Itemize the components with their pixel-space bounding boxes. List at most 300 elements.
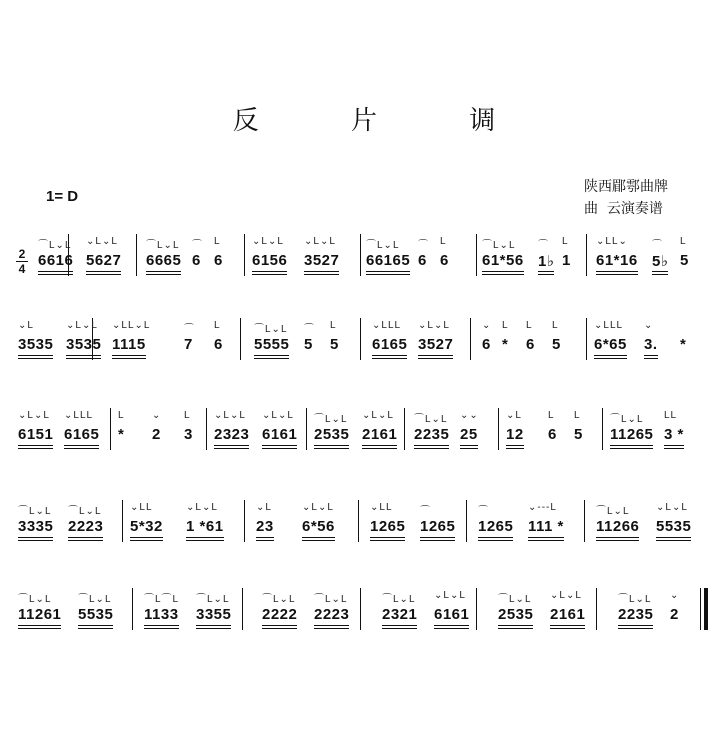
note-group (594, 336, 627, 353)
underline-sixteenth (66, 358, 101, 359)
barline (306, 408, 307, 450)
underline-sixteenth (460, 448, 478, 449)
note-text: 6 (440, 252, 449, 269)
note-group (130, 518, 163, 535)
note-group (314, 426, 349, 443)
ornament-mark: L (440, 236, 447, 247)
note-group (366, 252, 410, 269)
note-group (112, 336, 146, 353)
note-text: 3355 (196, 606, 232, 623)
ornament-mark: ⌄L⌄L (550, 590, 582, 601)
note-text: 1♭ (538, 253, 555, 270)
note-group (562, 252, 571, 269)
note-text: 3. (644, 336, 658, 353)
underline-sixteenth (618, 628, 653, 629)
note-group (550, 606, 585, 623)
underline-sixteenth (478, 540, 513, 541)
ornament-mark: L (548, 410, 555, 421)
underline-sixteenth (528, 540, 564, 541)
note-group (502, 336, 508, 353)
underline-eighth (38, 271, 73, 272)
note-group (18, 426, 53, 443)
underline-eighth (314, 445, 349, 446)
note-group (552, 336, 561, 353)
note-text: 2321 (382, 606, 418, 623)
underline-eighth (146, 271, 181, 272)
barline (404, 408, 405, 450)
note-text: 5 (574, 426, 583, 443)
note-group (86, 252, 121, 269)
underline-sixteenth (144, 628, 179, 629)
note-group (440, 252, 449, 269)
underline-eighth (478, 537, 513, 538)
underline-sixteenth (112, 358, 146, 359)
note-text: 6161 (434, 606, 470, 623)
note-text: 6665 (146, 252, 182, 269)
underline-sixteenth (196, 628, 231, 629)
note-group (18, 606, 61, 623)
underline-eighth (64, 445, 99, 446)
ornament-mark: ⌒L⌄L (610, 414, 644, 425)
underline-eighth (434, 625, 469, 626)
ornament-mark: L (214, 236, 221, 247)
ornament-mark: ⌄L⌄L (418, 320, 450, 331)
ornament-mark: ⌒L⌄L (196, 594, 230, 605)
underline-sixteenth (498, 628, 533, 629)
note-text: 2223 (314, 606, 350, 623)
underline-eighth (144, 625, 179, 626)
underline-sixteenth (644, 358, 658, 359)
underline-eighth (214, 445, 249, 446)
barline (358, 500, 359, 542)
underline-eighth (550, 625, 585, 626)
underline-eighth (644, 355, 658, 356)
ornament-mark: ⌒ (418, 240, 429, 251)
ornament-mark: ⌒L⌄L (68, 506, 102, 517)
barline (122, 500, 123, 542)
underline-eighth (414, 445, 449, 446)
credit-performer: 曲 云演奏谱 (584, 201, 663, 217)
underline-eighth (262, 625, 297, 626)
barline (596, 588, 597, 630)
ornament-mark: ⌒L⌄L (596, 506, 630, 517)
note-text: 61*56 (482, 252, 524, 269)
ornament-mark: ⌄LL (370, 502, 393, 513)
note-group (610, 426, 653, 443)
underline-eighth (664, 445, 684, 446)
underline-sixteenth (314, 448, 349, 449)
score-line (0, 222, 728, 292)
note-group (146, 252, 181, 269)
ornament-mark: ⌒L⌄L (366, 240, 400, 251)
underline-eighth (252, 271, 287, 272)
underline-sixteenth (538, 274, 554, 275)
ornament-mark: ⌒ (420, 506, 431, 517)
barline (242, 588, 243, 630)
note-group (460, 426, 478, 443)
note-group (434, 606, 469, 623)
note-group (644, 336, 658, 353)
time-signature-bottom: 4 (18, 262, 26, 276)
ornament-mark: ⌄L⌄L (18, 410, 50, 421)
underline-eighth (498, 625, 533, 626)
underline-eighth (66, 355, 101, 356)
note-text: 66165 (366, 252, 411, 269)
barline (360, 318, 361, 360)
ornament-mark: ⌒ (192, 240, 203, 251)
ornament-mark: ⌒L⌄L (18, 506, 52, 517)
barline (476, 588, 477, 630)
note-text: 2235 (618, 606, 654, 623)
note-group (252, 252, 287, 269)
note-text: 3 * (664, 426, 684, 443)
underline-sixteenth (38, 274, 73, 275)
note-text: 6 (482, 336, 491, 353)
note-text: 12 (506, 426, 524, 443)
note-group (214, 426, 249, 443)
ornament-mark: ⌄L⌄L (656, 502, 688, 513)
note-text: 6156 (252, 252, 288, 269)
underline-sixteenth (366, 274, 410, 275)
ornament-mark: ⌄L⌄L (262, 410, 294, 421)
note-group (506, 426, 524, 443)
note-text: 5535 (78, 606, 114, 623)
note-text: 5535 (656, 518, 692, 535)
underline-eighth (610, 445, 653, 446)
underline-eighth (68, 537, 103, 538)
barline (602, 408, 603, 450)
underline-eighth (420, 537, 455, 538)
ornament-mark: L (680, 236, 687, 247)
note-group (254, 336, 289, 353)
ornament-mark: ⌄LLL (372, 320, 402, 331)
underline-eighth (418, 355, 453, 356)
ornament-mark: ⌒L⌄L (414, 414, 448, 425)
underline-eighth (656, 537, 691, 538)
note-text: 2222 (262, 606, 298, 623)
ornament-mark: L (330, 320, 337, 331)
ornament-mark: ⌒L⌄L (254, 324, 288, 335)
underline-sixteenth (252, 274, 287, 275)
underline-eighth (302, 537, 335, 538)
underline-sixteenth (610, 448, 653, 449)
ornament-mark: ⌄LL⌄L (112, 320, 151, 331)
note-group (184, 336, 193, 353)
score-line (0, 396, 728, 466)
note-group (78, 606, 113, 623)
underline-eighth (460, 445, 478, 446)
barline (466, 500, 467, 542)
ornament-mark: ⌒L⌄L (146, 240, 180, 251)
underline-sixteenth (664, 448, 684, 449)
note-text: 25 (460, 426, 478, 443)
note-text: 6 (192, 252, 201, 269)
ornament-mark: ⌄L⌄L (66, 320, 98, 331)
ornament-mark: ⌒L⌄L (618, 594, 652, 605)
note-group (304, 252, 339, 269)
ornament-mark: ⌄L (506, 410, 522, 421)
underline-sixteenth (256, 540, 274, 541)
underline-eighth (372, 355, 407, 356)
ornament-mark: ⌄ (644, 320, 654, 331)
underline-eighth (596, 537, 639, 538)
underline-sixteenth (18, 628, 61, 629)
underline-eighth (594, 355, 627, 356)
ornament-mark: ⌄LLL (594, 320, 624, 331)
ornament-mark: ⌄ (482, 320, 492, 331)
underline-sixteenth (550, 628, 585, 629)
note-text: 3535 (66, 336, 102, 353)
note-text: 5627 (86, 252, 122, 269)
ornament-mark: ⌒L⌄L (498, 594, 532, 605)
note-group (196, 606, 231, 623)
underline-eighth (370, 537, 405, 538)
final-barline-thick (704, 588, 708, 630)
ornament-mark: ⌄L⌄L (86, 236, 118, 247)
ornament-mark: ⌄LLL (64, 410, 94, 421)
note-group (18, 336, 53, 353)
barline (244, 500, 245, 542)
underline-sixteenth (78, 628, 113, 629)
key-signature: 1= D (46, 188, 79, 205)
score-line (0, 576, 728, 646)
note-text: 5555 (254, 336, 290, 353)
ornament-mark: L (552, 320, 559, 331)
credit-source: 陕西郿鄠曲牌 (584, 179, 668, 195)
underline-sixteenth (414, 448, 449, 449)
underline-eighth (18, 625, 61, 626)
note-group (18, 518, 53, 535)
note-group (186, 518, 224, 535)
underline-eighth (18, 355, 53, 356)
underline-eighth (256, 537, 274, 538)
ornament-mark: ⌒ (184, 324, 195, 335)
ornament-mark: ⌄L (18, 320, 34, 331)
note-text: * (502, 336, 509, 353)
score-line (0, 306, 728, 376)
underline-sixteenth (86, 274, 121, 275)
note-text: 3527 (304, 252, 340, 269)
ornament-mark: ⌄L⌄L (362, 410, 394, 421)
note-group (372, 336, 407, 353)
underline-sixteenth (186, 540, 224, 541)
underline-eighth (314, 625, 349, 626)
ornament-mark: ⌄ (152, 410, 162, 421)
note-text: 6 (548, 426, 557, 443)
ornament-mark: ⌒L⌄L (314, 594, 348, 605)
underline-sixteenth (506, 448, 524, 449)
barline (476, 234, 477, 276)
underline-eighth (78, 625, 113, 626)
underline-eighth (130, 537, 163, 538)
note-text: 6165 (64, 426, 100, 443)
note-group (548, 426, 557, 443)
ornament-mark: ⌄L⌄L (186, 502, 218, 513)
time-signature-top: 2 (18, 247, 26, 261)
note-text: 6616 (38, 252, 74, 269)
underline-sixteenth (382, 628, 417, 629)
note-group (262, 606, 297, 623)
note-text: 1 *61 (186, 518, 224, 535)
note-group (498, 606, 533, 623)
note-text: 6165 (372, 336, 408, 353)
note-group (184, 426, 193, 443)
note-group (528, 518, 564, 535)
ornament-mark: L (118, 410, 125, 421)
ornament-mark: ⌒ (538, 240, 549, 251)
underline-eighth (112, 355, 146, 356)
underline-eighth (652, 271, 668, 272)
note-group (118, 426, 124, 443)
ornament-mark: ⌒L⌄L (262, 594, 296, 605)
underline-sixteenth (130, 540, 163, 541)
note-group (482, 336, 491, 353)
note-text: * (680, 336, 687, 353)
ornament-mark: ⌄L⌄L (434, 590, 466, 601)
note-text: 61*16 (596, 252, 638, 269)
note-text: 3335 (18, 518, 54, 535)
barline (240, 318, 241, 360)
ornament-mark: ⌒ (304, 324, 315, 335)
note-text: 11266 (596, 518, 640, 535)
underline-eighth (254, 355, 289, 356)
ornament-mark: ⌒L⌄L (482, 240, 516, 251)
barline (360, 234, 361, 276)
underline-sixteenth (370, 540, 405, 541)
underline-sixteenth (656, 540, 691, 541)
note-group (144, 606, 179, 623)
ornament-mark: ⌄L⌄L (302, 502, 334, 513)
note-text: 6 (526, 336, 535, 353)
ornament-mark: ⌒L⌄L (382, 594, 416, 605)
note-text: 5*32 (130, 518, 163, 535)
note-text: 1 (562, 252, 571, 269)
underline-eighth (482, 271, 524, 272)
barline (584, 500, 585, 542)
note-group (574, 426, 583, 443)
underline-eighth (362, 445, 397, 446)
note-text: 2 (152, 426, 161, 443)
barline (206, 408, 207, 450)
barline (244, 234, 245, 276)
underline-eighth (382, 625, 417, 626)
score-title: 反 片 调 (232, 106, 538, 136)
barline (132, 588, 133, 630)
barline (498, 408, 499, 450)
note-group (618, 606, 653, 623)
ornament-mark: ⌄L⌄L (214, 410, 246, 421)
note-text: 2223 (68, 518, 104, 535)
note-group (656, 518, 691, 535)
note-text: 2161 (550, 606, 586, 623)
underline-sixteenth (482, 274, 524, 275)
time-signature (16, 248, 28, 275)
note-text: 5♭ (652, 253, 669, 270)
note-text: 5 (680, 252, 689, 269)
note-group (256, 518, 274, 535)
note-text: 7 (184, 336, 193, 353)
note-text: 1133 (144, 606, 179, 623)
note-text: 1265 (370, 518, 406, 535)
note-text: 111 * (528, 518, 564, 535)
final-barline-thin (700, 588, 701, 630)
note-group (596, 518, 639, 535)
underline-sixteenth (594, 358, 627, 359)
barline (586, 234, 587, 276)
note-group (680, 252, 689, 269)
note-text: 2161 (362, 426, 398, 443)
note-group (214, 252, 223, 269)
underline-sixteenth (262, 628, 297, 629)
ornament-mark: ⌄L⌄L (252, 236, 284, 247)
note-text: 11261 (18, 606, 62, 623)
underline-sixteenth (64, 448, 99, 449)
note-group (680, 336, 686, 353)
underline-sixteenth (596, 274, 638, 275)
note-group (664, 426, 684, 443)
note-group (420, 518, 455, 535)
ornament-mark: ⌄ (670, 590, 680, 601)
note-text: 6 (418, 252, 427, 269)
note-group (192, 252, 201, 269)
ornament-mark: ⌄L⌄L (304, 236, 336, 247)
note-text: 5 (330, 336, 339, 353)
note-group (262, 426, 297, 443)
note-text: 1115 (112, 336, 146, 353)
note-group (68, 518, 103, 535)
ornament-mark: ⌒L⌄L (38, 240, 72, 251)
score-line (0, 488, 728, 558)
ornament-mark: ⌄LL (130, 502, 153, 513)
underline-sixteenth (18, 358, 53, 359)
note-group (538, 252, 554, 270)
ornament-mark: ⌒ (652, 240, 663, 251)
ornament-mark: ⌄---L (528, 502, 557, 513)
note-group (304, 336, 313, 353)
note-text: 6*56 (302, 518, 335, 535)
note-group (330, 336, 339, 353)
ornament-mark: L (526, 320, 533, 331)
note-group (38, 252, 73, 269)
underline-sixteenth (68, 540, 103, 541)
note-text: 6 (214, 336, 223, 353)
note-group (214, 336, 223, 353)
ornament-mark: L (574, 410, 581, 421)
underline-eighth (618, 625, 653, 626)
note-group (66, 336, 101, 353)
note-group (370, 518, 405, 535)
underline-sixteenth (314, 628, 349, 629)
underline-sixteenth (254, 358, 289, 359)
underline-sixteenth (302, 540, 335, 541)
underline-eighth (538, 271, 554, 272)
note-group (382, 606, 417, 623)
note-text: 3535 (18, 336, 54, 353)
ornament-mark: ⌒L⌄L (78, 594, 112, 605)
underline-eighth (366, 271, 410, 272)
note-group (418, 336, 453, 353)
ornament-mark: ⌒L⌒L (144, 594, 180, 605)
underline-sixteenth (420, 540, 455, 541)
note-text: 11265 (610, 426, 654, 443)
ornament-mark: ⌒L⌄L (314, 414, 348, 425)
barline (136, 234, 137, 276)
underline-sixteenth (596, 540, 639, 541)
underline-sixteenth (372, 358, 407, 359)
note-text: 3527 (418, 336, 454, 353)
note-text: 2235 (414, 426, 450, 443)
underline-sixteenth (18, 540, 53, 541)
